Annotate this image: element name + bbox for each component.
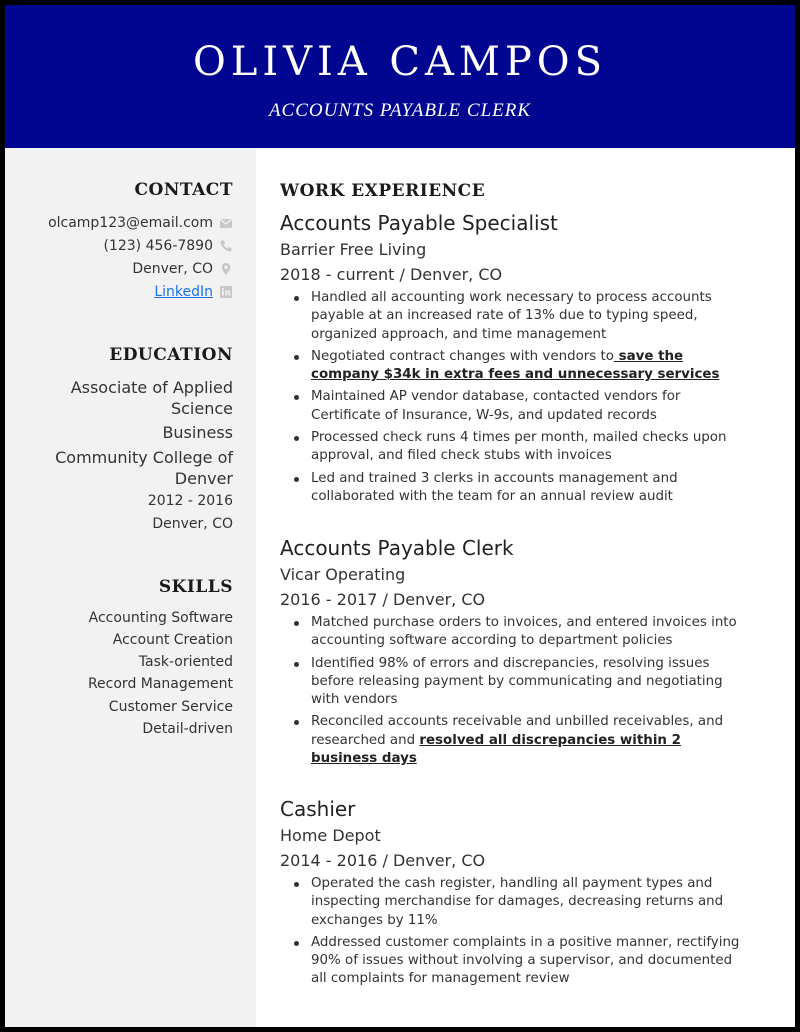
- skill-item: Account Creation: [112, 632, 233, 648]
- bullet-item: [280, 388, 750, 425]
- bullet-highlight: resolved all discrepancies within 2 business days: [311, 732, 681, 767]
- job-role: Accounts Payable Specialist: [280, 211, 558, 235]
- work-experience-heading: WORK EXPERIENCE: [280, 181, 486, 201]
- location-pin-icon: [219, 262, 233, 276]
- bullet-text: Matched purchase orders to invoices, and entered invoices into accounting software according to department policies: [311, 615, 737, 649]
- bullet-item: [280, 934, 750, 989]
- education-location: Denver, CO: [152, 516, 233, 532]
- job-bullets: [280, 289, 750, 506]
- phone-icon: [219, 239, 233, 253]
- candidate-title: ACCOUNTS PAYABLE CLERK: [268, 100, 532, 121]
- bullet-item: [280, 429, 750, 466]
- contact-heading: CONTACT: [134, 180, 233, 200]
- job-company: Home Depot: [280, 826, 381, 845]
- linkedin-icon[interactable]: [219, 285, 233, 299]
- skill-item: Detail-driven: [142, 721, 233, 737]
- job-entry: [280, 796, 750, 993]
- bullet-text: Identified 98% of errors and discrepancies, resolving issues before releasing payment by communicating and negotiating with vendors: [311, 655, 723, 708]
- education-years: 2012 - 2016: [147, 493, 233, 509]
- job-entry: [280, 535, 750, 772]
- job-dates: 2014 - 2016 / Denver, CO: [280, 851, 486, 870]
- linkedin-link[interactable]: LinkedIn: [154, 284, 213, 300]
- bullet-text: Operated the cash register, handling all payment types and inspecting merchandise for damages, decreasing returns and exchanges by 11%: [311, 876, 724, 928]
- job-company: Barrier Free Living: [280, 240, 427, 259]
- candidate-name: OLIVIA CAMPOS: [192, 39, 607, 85]
- job-company: Vicar Operating: [280, 565, 406, 584]
- education-degree-line1: Associate of Applied: [70, 378, 233, 397]
- education-degree-line2: Science: [170, 399, 233, 418]
- skill-item: Accounting Software: [88, 610, 233, 626]
- bullet-text: Addressed customer complaints in a positive manner, rectifying 90% of issues without involving a supervisor, and documented all complaints for management review: [311, 934, 740, 987]
- contact-email-row: [48, 214, 233, 232]
- phone-text: (123) 456-7890: [103, 238, 213, 254]
- job-role: Accounts Payable Clerk: [280, 536, 514, 560]
- bullet-item: [280, 875, 750, 930]
- resume-page: [5, 5, 795, 1027]
- contact-phone-row: [104, 237, 234, 255]
- bullet-text: Maintained AP vendor database, contacted vendors for Certificate of Insurance, W-9s, and updated records: [311, 389, 681, 423]
- bullet-text: Led and trained 3 clerks in accounts management and collaborated with the team for an annual review audit: [311, 470, 678, 504]
- bullet-item: [280, 713, 750, 768]
- bullet-text: Reconciled accounts receivable and unbilled receivables, and researched and: [311, 714, 724, 748]
- contact-location-row: [132, 260, 233, 278]
- location-text: Denver, CO: [132, 261, 213, 277]
- skill-item: Task-oriented: [138, 654, 233, 670]
- job-role: Cashier: [280, 797, 356, 821]
- education-school-line2: Denver: [174, 469, 233, 488]
- bullet-item: [280, 655, 750, 710]
- sidebar: [5, 148, 256, 1027]
- bullet-item: [280, 348, 750, 385]
- education-heading: EDUCATION: [109, 345, 233, 365]
- education-school-line1: Community College of: [55, 448, 233, 467]
- contact-linkedin-row: [154, 283, 233, 301]
- job-bullets: [280, 875, 750, 989]
- job-dates: 2018 - current / Denver, CO: [280, 265, 503, 284]
- email-text: olcamp123@email.com: [48, 215, 213, 231]
- bullet-text: Negotiated contract changes with vendors to: [311, 348, 614, 364]
- bullet-text: Processed check runs 4 times per month, mailed checks upon approval, and filed check stubs with invoices: [311, 430, 727, 464]
- job-entry: [280, 210, 750, 510]
- job-bullets: [280, 614, 750, 768]
- envelope-icon: [219, 216, 233, 230]
- skill-item: Customer Service: [108, 699, 233, 715]
- resume-header: [5, 5, 795, 148]
- bullet-item: [280, 289, 750, 344]
- skill-item: Record Management: [87, 676, 233, 692]
- bullet-text: Handled all accounting work necessary to process accounts payable at an increased rate of 13% due to typing speed, organized approach, and time management: [311, 290, 712, 342]
- job-dates: 2016 - 2017 / Denver, CO: [280, 590, 486, 609]
- education-field: Business: [162, 423, 233, 442]
- bullet-item: [280, 614, 750, 651]
- bullet-item: [280, 470, 750, 507]
- bullet-highlight: save the company $34k in extra fees and unnecessary services: [311, 348, 720, 383]
- skills-heading: SKILLS: [158, 577, 233, 597]
